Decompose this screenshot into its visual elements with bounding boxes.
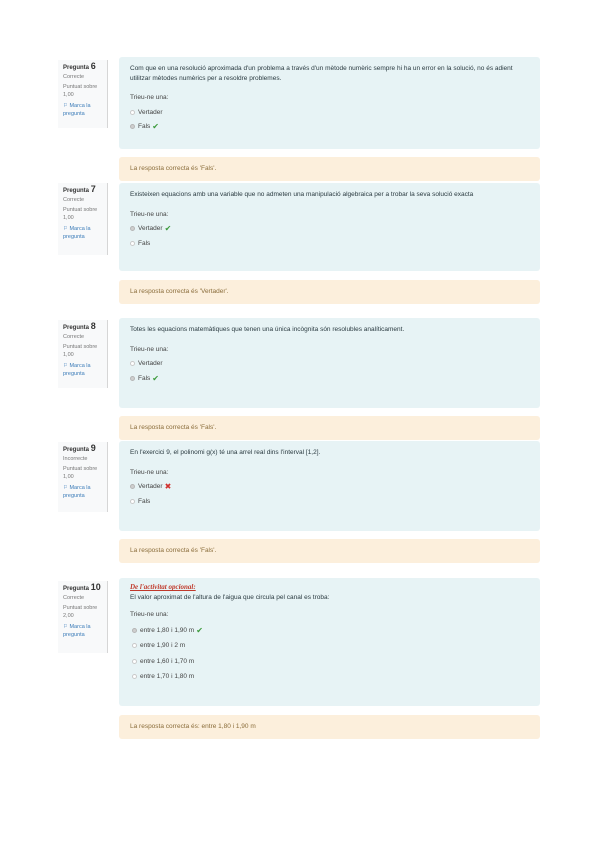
question-content <box>119 183 540 271</box>
question-state: Correcte <box>63 73 85 80</box>
question-info <box>58 442 108 512</box>
question-number <box>63 445 107 455</box>
question-state: Correcte <box>63 594 85 601</box>
question-text: Com que en una resolució aproximada d'un problema a través d'un mètode numèric sempre hi ha un error en la solució, no és adient utilitzar mètodes numèrics per a resoldre problemes. <box>130 65 513 82</box>
radio-button[interactable] <box>130 376 135 381</box>
question-number-value: 6 <box>90 61 96 71</box>
answer-option[interactable] <box>130 482 530 492</box>
option-label: Fals <box>138 374 151 382</box>
question-state: Correcte <box>63 333 85 340</box>
option-label: entre 1,70 i 1,80 m <box>140 673 195 680</box>
radio-button[interactable] <box>132 628 137 633</box>
option-label: Vertader <box>138 360 163 367</box>
check-icon: ✔ <box>152 373 159 383</box>
flag-label: Marca la pregunta <box>63 363 91 377</box>
flag-icon: ⚐ <box>63 363 68 369</box>
flag-label: Marca la pregunta <box>63 485 91 499</box>
radio-button[interactable] <box>132 643 137 648</box>
question-text: Existeixen equacions amb una variable que no admeten una manipulació algebraica per a trobar la seva solució exacta <box>130 191 474 198</box>
flag-icon: ⚐ <box>63 485 68 491</box>
option-label: Vertader <box>138 225 163 232</box>
question-text: Totes les equacions matemàtiques que tenen una única incògnita són resolubles analíticament. <box>130 326 405 333</box>
question-label: Pregunta <box>63 65 90 71</box>
question-info <box>58 183 108 255</box>
answer-option[interactable] <box>130 497 530 507</box>
question-grade: Puntuat sobre 1,00 <box>63 466 98 480</box>
question-label: Pregunta <box>63 447 90 453</box>
question-number <box>63 584 107 594</box>
question-text: En l'exercici 9, el polinomi g(x) té una arrel real dins l'interval [1,2]. <box>130 449 321 456</box>
question-grade: Puntuat sobre 1,00 <box>63 84 98 98</box>
answer-option[interactable] <box>132 657 530 667</box>
question-state: Incorrecte <box>63 455 88 462</box>
cross-icon: ✖ <box>164 482 172 491</box>
flag-question-link[interactable] <box>63 363 107 378</box>
question-number <box>63 63 107 73</box>
question-label: Pregunta <box>63 325 90 331</box>
correct-answer-feedback: La resposta correcta és 'Fals'. <box>119 416 540 440</box>
correct-answer-feedback: La resposta correcta és: entre 1,80 i 1,90 m <box>119 715 540 739</box>
option-label: entre 1,90 i 2 m <box>140 642 186 649</box>
radio-button[interactable] <box>130 361 135 366</box>
answer-option[interactable] <box>130 374 530 384</box>
option-label: Fals <box>138 239 151 247</box>
question-heading: De l'activitat opcional: <box>130 583 196 591</box>
question-info <box>58 60 108 128</box>
flag-icon: ⚐ <box>63 226 68 232</box>
question-label: Pregunta <box>63 586 90 592</box>
answer-option[interactable] <box>132 641 530 651</box>
answer-option[interactable] <box>132 672 530 682</box>
answer-option[interactable] <box>130 224 530 234</box>
correct-answer-feedback: La resposta correcta és 'Vertader'. <box>119 280 540 304</box>
question-text: El valor aproximat de l'altura de l'aigua que circula pel canal es troba: <box>130 593 330 601</box>
radio-button[interactable] <box>130 499 135 504</box>
question-number-value: 8 <box>90 321 96 331</box>
question-label: Pregunta <box>63 188 90 194</box>
flag-question-link[interactable] <box>63 485 107 500</box>
radio-button[interactable] <box>130 484 135 489</box>
flag-label: Marca la pregunta <box>63 103 91 117</box>
question-content <box>119 57 540 149</box>
option-label: Vertader <box>138 108 163 116</box>
question-info <box>58 581 108 653</box>
answer-option[interactable] <box>130 359 530 369</box>
answer-prompt: Trieu-ne una: <box>130 94 169 101</box>
radio-button[interactable] <box>130 241 135 246</box>
radio-button[interactable] <box>132 674 137 679</box>
answer-prompt: Trieu-ne una: <box>130 345 169 353</box>
question-content <box>119 441 540 531</box>
question-number <box>63 186 107 196</box>
answer-prompt: Trieu-ne una: <box>130 611 169 618</box>
answer-option[interactable] <box>130 239 530 249</box>
flag-question-link[interactable] <box>63 226 107 241</box>
option-label: Fals <box>138 123 151 130</box>
option-label: Vertader <box>138 483 163 490</box>
option-label: entre 1,60 i 1,70 m <box>140 657 195 665</box>
answer-prompt: Trieu-ne una: <box>130 468 169 476</box>
radio-button[interactable] <box>130 110 135 115</box>
radio-button[interactable] <box>130 124 135 129</box>
correct-answer-feedback: La resposta correcta és 'Fals'. <box>119 157 540 181</box>
answer-option[interactable] <box>132 626 530 636</box>
question-number <box>63 323 107 333</box>
question-grade: Puntuat sobre 2,00 <box>63 605 98 619</box>
check-icon: ✔ <box>196 625 203 635</box>
radio-button[interactable] <box>130 226 135 231</box>
option-label: Fals <box>138 497 151 505</box>
flag-label: Marca la pregunta <box>63 226 91 240</box>
question-number-value: 7 <box>90 184 96 194</box>
answer-option[interactable] <box>130 108 530 118</box>
flag-question-link[interactable] <box>63 103 107 118</box>
question-grade: Puntuat sobre 1,00 <box>63 207 98 221</box>
question-number-value: 9 <box>90 443 96 453</box>
flag-label: Marca la pregunta <box>63 624 91 638</box>
question-content <box>119 318 540 408</box>
answer-option[interactable] <box>130 122 530 132</box>
question-info <box>58 320 108 388</box>
question-number-value: 10 <box>90 582 101 592</box>
flag-icon: ⚐ <box>63 624 68 630</box>
check-icon: ✔ <box>164 224 172 233</box>
question-content <box>119 578 540 706</box>
flag-question-link[interactable] <box>63 624 107 639</box>
flag-icon: ⚐ <box>63 103 68 109</box>
question-grade: Puntuat sobre 1,00 <box>63 344 98 358</box>
radio-button[interactable] <box>132 659 137 664</box>
option-label: entre 1,80 i 1,90 m <box>140 626 195 634</box>
check-icon: ✔ <box>152 122 159 131</box>
question-state: Correcte <box>63 196 85 203</box>
correct-answer-feedback: La resposta correcta és 'Fals'. <box>119 539 540 563</box>
answer-prompt: Trieu-ne una: <box>130 210 169 218</box>
